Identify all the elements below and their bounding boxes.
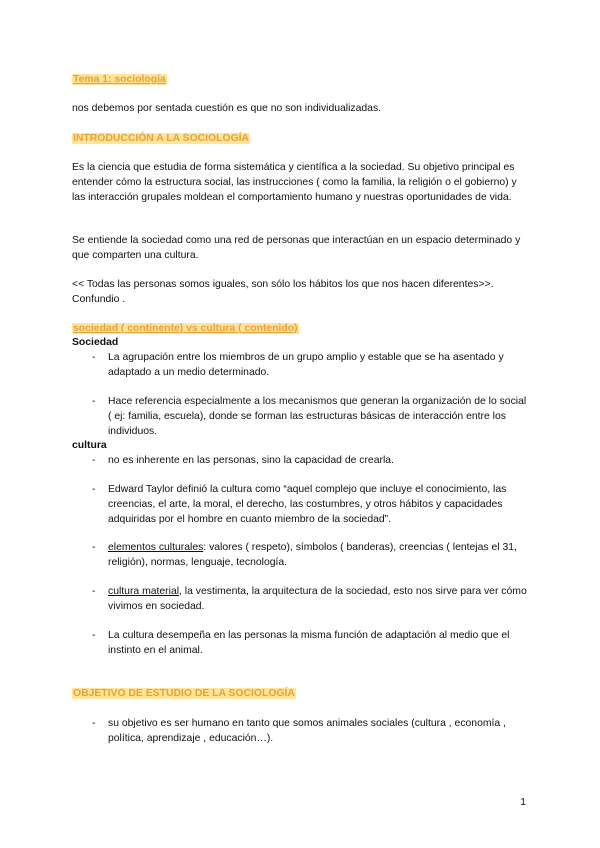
- section-objective-heading-row: [72, 686, 532, 701]
- list-item: - su objetivo es ser humano en tanto que somos animales sociales (cultura , economía , política, aprendizaje , educación…).: [72, 716, 532, 746]
- cultura-list-5: [72, 628, 532, 658]
- intro-paragraph-1: Es la ciencia que estudia de forma sistemática y científica a la sociedad. Su objetivo principal es entender cómo la estructura social, las instrucciones ( como la familia, la religión o el gobierno) y las interacción grupales moldean el comportamiento humano y nuestras oportunidades de vida.: [72, 162, 517, 203]
- cultura-list-4: [72, 584, 532, 614]
- section-intro-heading: INTRODUCCIÓN A LA SOCIOLOGÍA: [73, 133, 250, 144]
- intro-paragraph-2: Se entiende la sociedad como una red de personas que interactúan en un espacio determinado y que comparten una cultura.: [72, 235, 521, 261]
- intro-line: nos debemos por sentada cuestión es que no son individualizadas.: [72, 103, 382, 114]
- section-objective-heading: OBJETIVO DE ESTUDIO DE LA SOCIOLOGÍA: [73, 688, 295, 699]
- intro-paragraph-3: << Todas las personas somos iguales, son sólo los hábitos los que nos hacen diferentes>>. Confundio .: [72, 279, 494, 305]
- sociedad-list-2: [72, 394, 532, 439]
- cultura-list-2: [72, 482, 532, 527]
- material-term: cultura material: [108, 586, 180, 597]
- section-society-culture-heading-row: [72, 321, 532, 336]
- list-item: [72, 540, 532, 570]
- document-title: Tema 1: sociología: [73, 74, 166, 85]
- list-item: [72, 584, 532, 614]
- list-item: - Hace referencia especialmente a los mecanismos que generan la organización de lo social ( ej: familia, escuela), donde se forman las estructuras básicas de interacción entre los individuos.: [72, 394, 532, 439]
- elementos-rest: : valores ( respeto), símbolos ( banderas), creencias ( lentejas el 31, religión), normas, lenguaje, tecnología.: [108, 542, 517, 568]
- document-title-row: [72, 72, 532, 87]
- list-item: - La cultura desempeña en las personas la misma función de adaptación al medio que el instinto en el animal.: [72, 628, 532, 658]
- cultura-label: cultura: [72, 440, 107, 451]
- material-rest: , la vestimenta, la arquitectura de la sociedad, esto nos sirve para ver cómo vivimos en sociedad.: [108, 586, 527, 612]
- list-item: - Edward Taylor definió la cultura como “aquel complejo que incluye el conocimiento, las creencias, el arte, la moral, el derecho, las costumbres, y otros hábitos y capacidades adquiridas por el hombre en cuanto miembro de la sociedad”.: [72, 482, 532, 527]
- page-number: 1: [520, 797, 526, 808]
- sociedad-label: Sociedad: [72, 337, 119, 348]
- sociedad-list: [72, 350, 532, 380]
- section-society-culture-heading: sociedad ( continente) vs cultura ( contenido): [73, 323, 298, 334]
- list-item: - no es inherente en las personas, sino la capacidad de crearla.: [72, 453, 532, 468]
- elementos-term: elementos culturales: [108, 542, 204, 553]
- section-intro-heading-row: [72, 131, 532, 146]
- cultura-list-3: [72, 540, 532, 570]
- cultura-list-1: [72, 453, 532, 468]
- objective-list: [72, 716, 532, 746]
- list-item: - La agrupación entre los miembros de un grupo amplio y estable que se ha asentado y adaptado a un medio determinado.: [72, 350, 532, 380]
